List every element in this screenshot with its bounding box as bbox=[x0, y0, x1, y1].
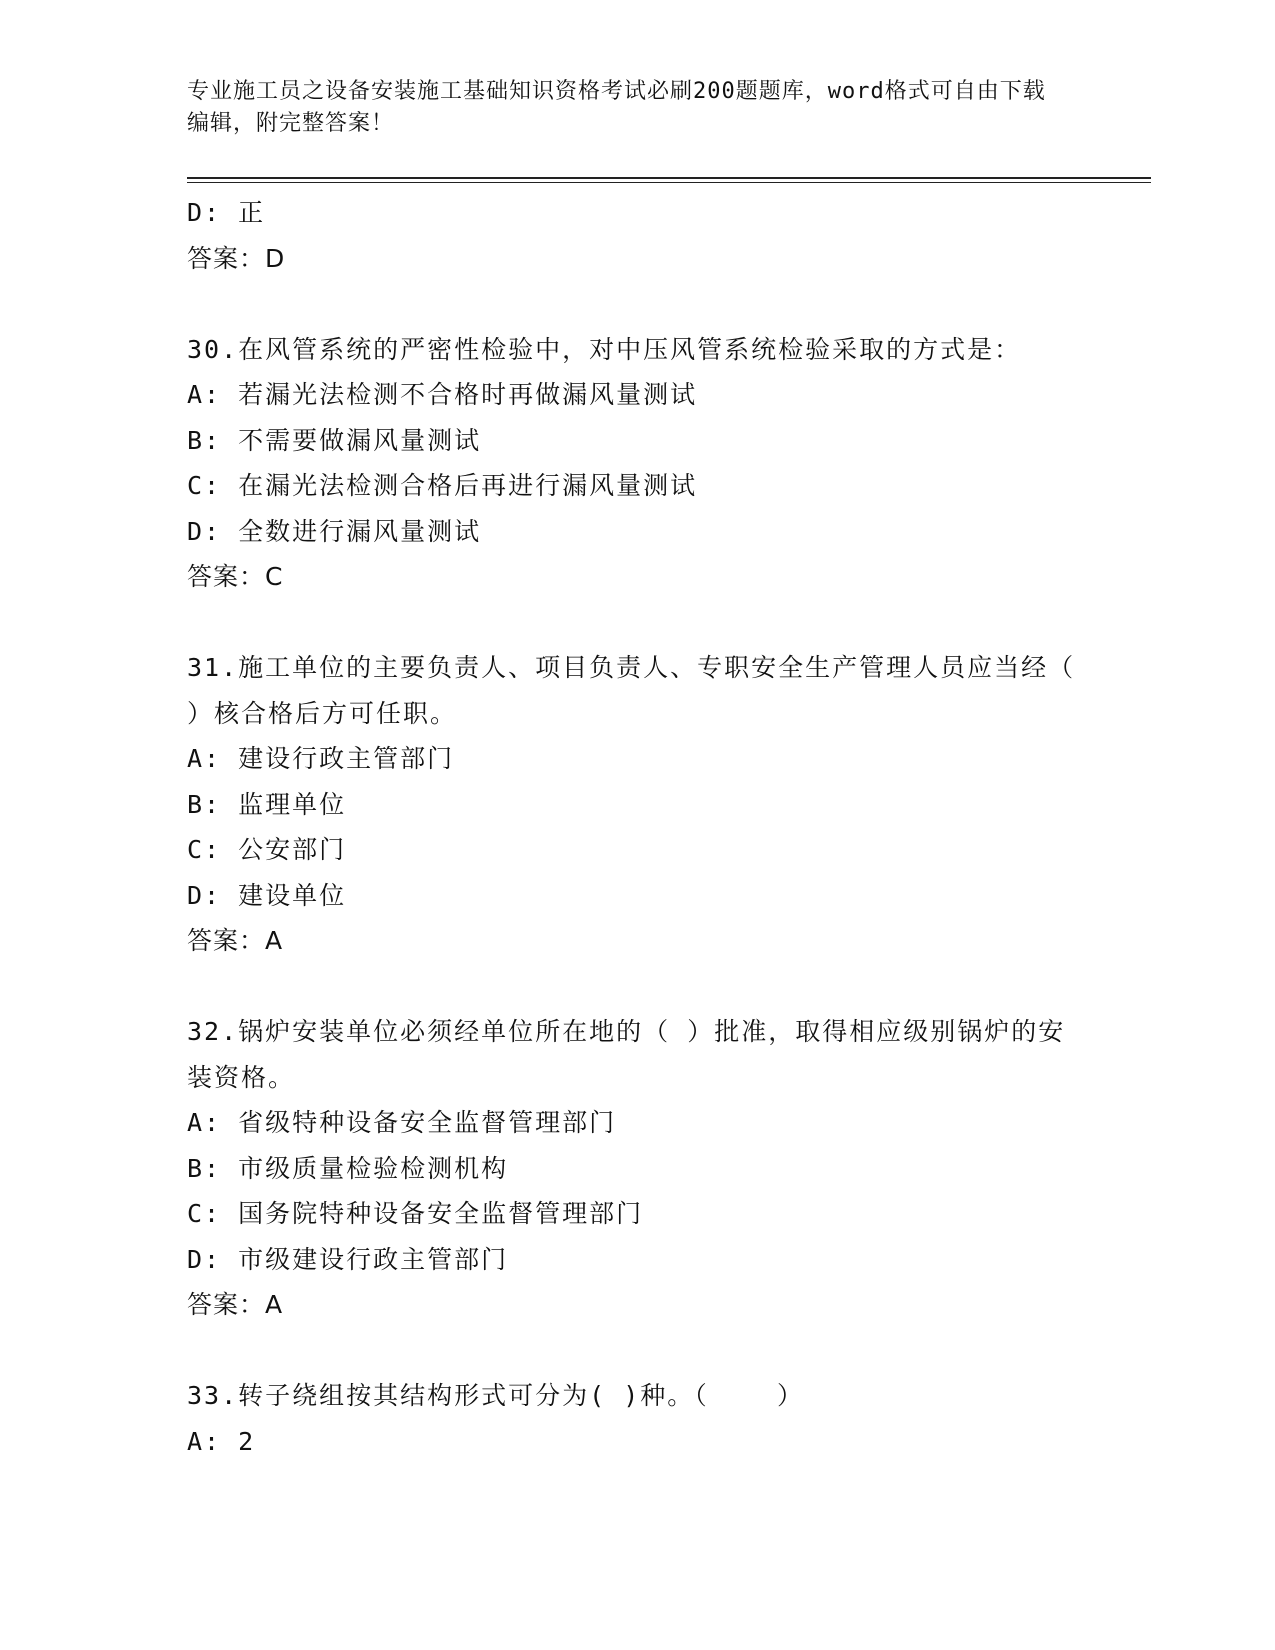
option-d: D: 全数进行漏风量测试 bbox=[187, 516, 482, 546]
option-a: A: 建设行政主管部门 bbox=[187, 744, 455, 773]
question-31 bbox=[187, 645, 1093, 964]
question-32 bbox=[187, 1009, 1087, 1328]
question-stem: 32.锅炉安装单位必须经单位所在地的（ ）批准，取得相应级别锅炉的安装资格。 bbox=[187, 1017, 1066, 1092]
option-d: D: 建设单位 bbox=[187, 880, 347, 910]
question-stem: 31.施工单位的主要负责人、项目负责人、专职安全生产管理人员应当经（ ）核合格后方可任职。 bbox=[187, 653, 1093, 728]
question-stem: 33.转子绕组按其结构形式可分为( )种。（ ） bbox=[187, 1381, 805, 1410]
header-divider-thick bbox=[187, 177, 1151, 179]
question-30 bbox=[187, 327, 1087, 600]
option-a: A: 若漏光法检测不合格时再做漏风量测试 bbox=[187, 380, 698, 409]
option-b: B: 市级质量检验检测机构 bbox=[187, 1153, 509, 1183]
option-b: B: 监理单位 bbox=[187, 789, 347, 819]
option-d: D: 正 bbox=[187, 198, 266, 227]
question-33 bbox=[187, 1373, 1087, 1464]
answer-line: 答案：A bbox=[187, 926, 284, 955]
document-header: 专业施工员之设备安装施工基础知识资格考试必刷200题题库，word格式可自由下载编辑，附完整答案！ bbox=[187, 79, 1046, 136]
question-list bbox=[187, 190, 1093, 1464]
option-c: C: 国务院特种设备安全监督管理部门 bbox=[187, 1199, 644, 1228]
previous-question-tail bbox=[187, 190, 1087, 281]
option-d: D: 市级建设行政主管部门 bbox=[187, 1244, 509, 1274]
option-a: A: 省级特种设备安全监督管理部门 bbox=[187, 1108, 617, 1137]
answer-line: 答案：C bbox=[187, 562, 284, 591]
answer-line: 答案：A bbox=[187, 1290, 284, 1319]
option-c: C: 公安部门 bbox=[187, 835, 347, 864]
answer-line: 答案：D bbox=[187, 243, 286, 273]
option-a: A: 2 bbox=[187, 1426, 256, 1456]
question-stem: 30.在风管系统的严密性检验中，对中压风管系统检验采取的方式是： bbox=[187, 334, 1022, 364]
option-b: B: 不需要做漏风量测试 bbox=[187, 425, 482, 455]
option-c: C: 在漏光法检测合格后再进行漏风量测试 bbox=[187, 471, 698, 500]
header-divider-thin bbox=[187, 182, 1151, 183]
